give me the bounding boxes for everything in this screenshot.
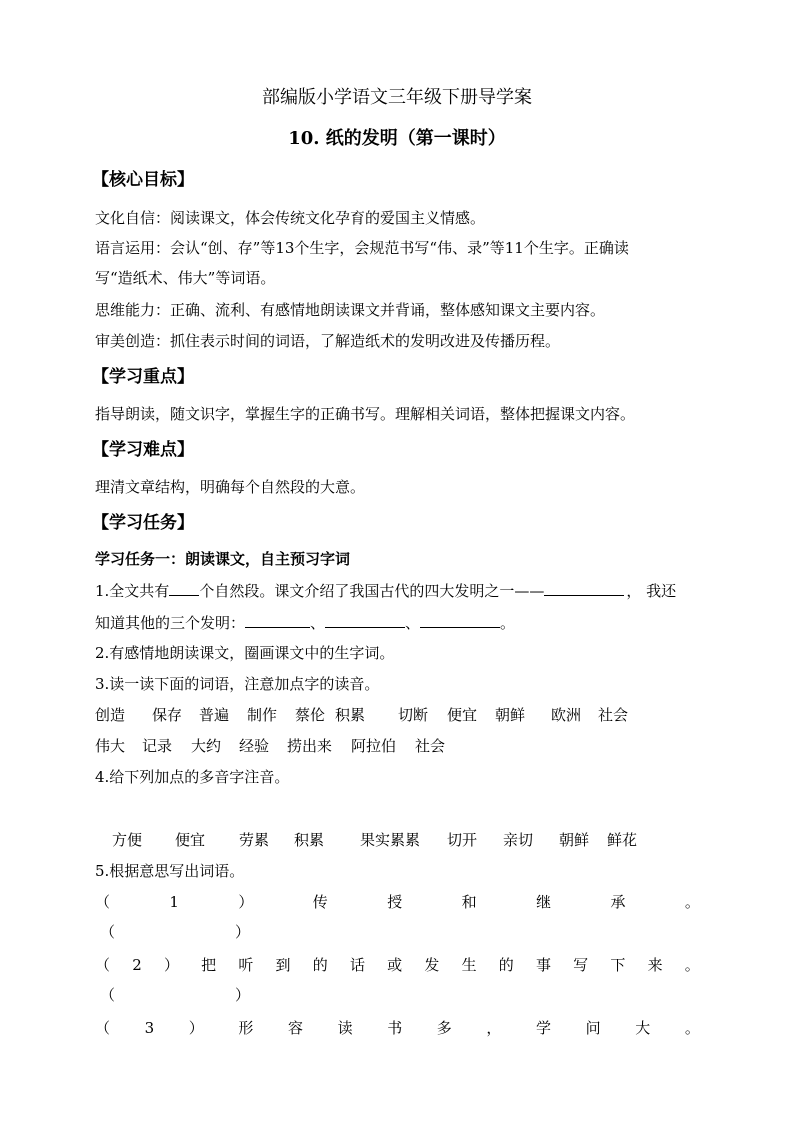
question-4: 4.给下列加点的多音字注音。 bbox=[95, 768, 290, 786]
question-5-item-3: （ 3 ） 形 容 读 书 多 ， 学 问 大 。 bbox=[95, 1019, 700, 1037]
question-3: 3.读一读下面的词语，注意加点字的读音。 bbox=[95, 675, 380, 693]
word-item: 朝鲜 bbox=[559, 831, 590, 849]
blank-invention-1[interactable] bbox=[245, 612, 310, 628]
word-item: 捞出来 bbox=[287, 737, 333, 755]
question-5-item-1: （ 1 ） 传 授 和 继 承 。 bbox=[95, 893, 700, 911]
word-item: 切开 bbox=[447, 831, 478, 849]
core-goals-heading: 【核心目标】 bbox=[92, 170, 194, 190]
core-goal-culture: 文化自信：阅读课文，体会传统文化孕育的爱国主义情感。 bbox=[95, 209, 486, 227]
question-2: 2.有感情地朗读课文，圈画课文中的生字词。 bbox=[95, 644, 395, 662]
blank-invention-2[interactable] bbox=[325, 612, 405, 628]
word-item: 大约 bbox=[191, 737, 222, 755]
core-goal-aesthetic: 审美创造：抓住表示时间的词语，了解造纸术的发明改进及传播历程。 bbox=[95, 332, 561, 350]
word-item: 亲切 bbox=[503, 831, 534, 849]
word-item: 创造 bbox=[95, 706, 126, 724]
word-item: 方便 bbox=[112, 831, 143, 849]
blank-invention-3[interactable] bbox=[420, 612, 500, 628]
word-item: 积累 bbox=[335, 706, 366, 724]
core-goal-language-cont: 写“造纸术、伟大”等词语。 bbox=[95, 269, 276, 287]
core-goal-language: 语言运用：会认“创、存”等13个生字，会规范书写“伟、录”等11个生字。正确读 bbox=[95, 239, 629, 257]
key-points-heading: 【学习重点】 bbox=[92, 367, 194, 387]
lesson-title: 10. 纸的发明（第一课时） bbox=[288, 128, 506, 149]
word-item: 普遍 bbox=[199, 706, 230, 724]
word-item: 果实累累 bbox=[360, 831, 421, 849]
question-1-line1: 1.全文共有 个自然段。课文介绍了我国古代的四大发明之一—— ， 我还 bbox=[95, 582, 677, 600]
question-5-item-2: （ 2 ） 把 听 到 的 话 或 发 生 的 事 写 下 来 。 bbox=[95, 956, 700, 974]
document-title: 部编版小学语文三年级下册导学案 bbox=[262, 87, 532, 108]
question-5: 5.根据意思写出词语。 bbox=[95, 862, 245, 880]
word-item: 保存 bbox=[152, 706, 183, 724]
word-item: 鲜花 bbox=[607, 831, 638, 849]
word-item: 朝鲜 bbox=[495, 706, 526, 724]
word-item: 劳累 bbox=[239, 831, 270, 849]
question-1-line2: 知道其他的三个发明： 、 、 。 bbox=[95, 614, 516, 632]
word-item: 欧洲 bbox=[551, 706, 582, 724]
blank-paragraph-count[interactable] bbox=[169, 580, 199, 596]
task1-title: 学习任务一：朗读课文，自主预习字词 bbox=[95, 550, 351, 568]
word-item: 伟大 bbox=[95, 737, 126, 755]
word-item: 积累 bbox=[294, 831, 325, 849]
difficulties-text: 理清文章结构，明确每个自然段的大意。 bbox=[95, 478, 366, 496]
tasks-heading: 【学习任务】 bbox=[92, 513, 194, 533]
word-item: 便宜 bbox=[447, 706, 478, 724]
word-item: 记录 bbox=[142, 737, 173, 755]
document-page: 部编版小学语文三年级下册导学案 10. 纸的发明（第一课时） 【核心目标】 文化自信：阅读课文，体会传统文化孕育的爱国主义情感。 语言运用：会认“创、存”等13个生字，会规范书写“伟、录”等11个生字。正确读 写“造纸术、伟大”等词语。 思维能力：正确、流利、有感情地朗读课文并背诵，整体感知课文主要内容。 审美创造：抓住表示时间的词语，了解造纸术的发明改进及传播历程。 【学习重点】 指导朗读，随文识字，掌握生字的正确书写。理解相关词语，整体把握课文内容。 【学习难点】 理清文章结构，明确每个自然段的大意。 【学习任务】 学习任务一：朗读课文，自主预习字词 1.全文共有 个自然段。课文介绍了我国古代的四大发明之一—— ， 我还 知道其他的三个发明： 、 、 。 2.有感情地朗读课文，圈画课文中的生字词。 3.读一读下面的词语，注意加点字的读音。 创造 保存 普遍 制作 蔡伦 积累 切断 便宜 朝鲜 欧洲 社会 伟大 记录 大约 经验 捞出来 阿拉伯 社会 4.给下列加点的多音字注音。 方便 便宜 劳累 积累 果实累累 切开 亲切 朝鲜 鲜花 5.根据意思写出词语。 （ 1 ） 传 授 和 继 承 。 （ ） （ 2 ） 把 听 到 的 话 或 发 生 的 事 写 下 来 。 （ ） （ 3 ） 形 容 读 书 多 ， 学 问 大 。 bbox=[0, 0, 794, 1123]
core-goal-thinking: 思维能力：正确、流利、有感情地朗读课文并背诵，整体感知课文主要内容。 bbox=[95, 301, 606, 319]
blank-invention[interactable] bbox=[544, 580, 624, 596]
difficulties-heading: 【学习难点】 bbox=[92, 440, 194, 460]
word-item: 切断 bbox=[398, 706, 429, 724]
key-points-text: 指导朗读，随文识字，掌握生字的正确书写。理解相关词语，整体把握课文内容。 bbox=[95, 405, 636, 423]
word-item: 社会 bbox=[598, 706, 629, 724]
word-item: 经验 bbox=[239, 737, 270, 755]
word-item: 制作 bbox=[247, 706, 278, 724]
word-item: 阿拉伯 bbox=[351, 737, 397, 755]
word-item: 社会 bbox=[415, 737, 446, 755]
word-item: 便宜 bbox=[175, 831, 206, 849]
word-item: 蔡伦 bbox=[295, 706, 326, 724]
